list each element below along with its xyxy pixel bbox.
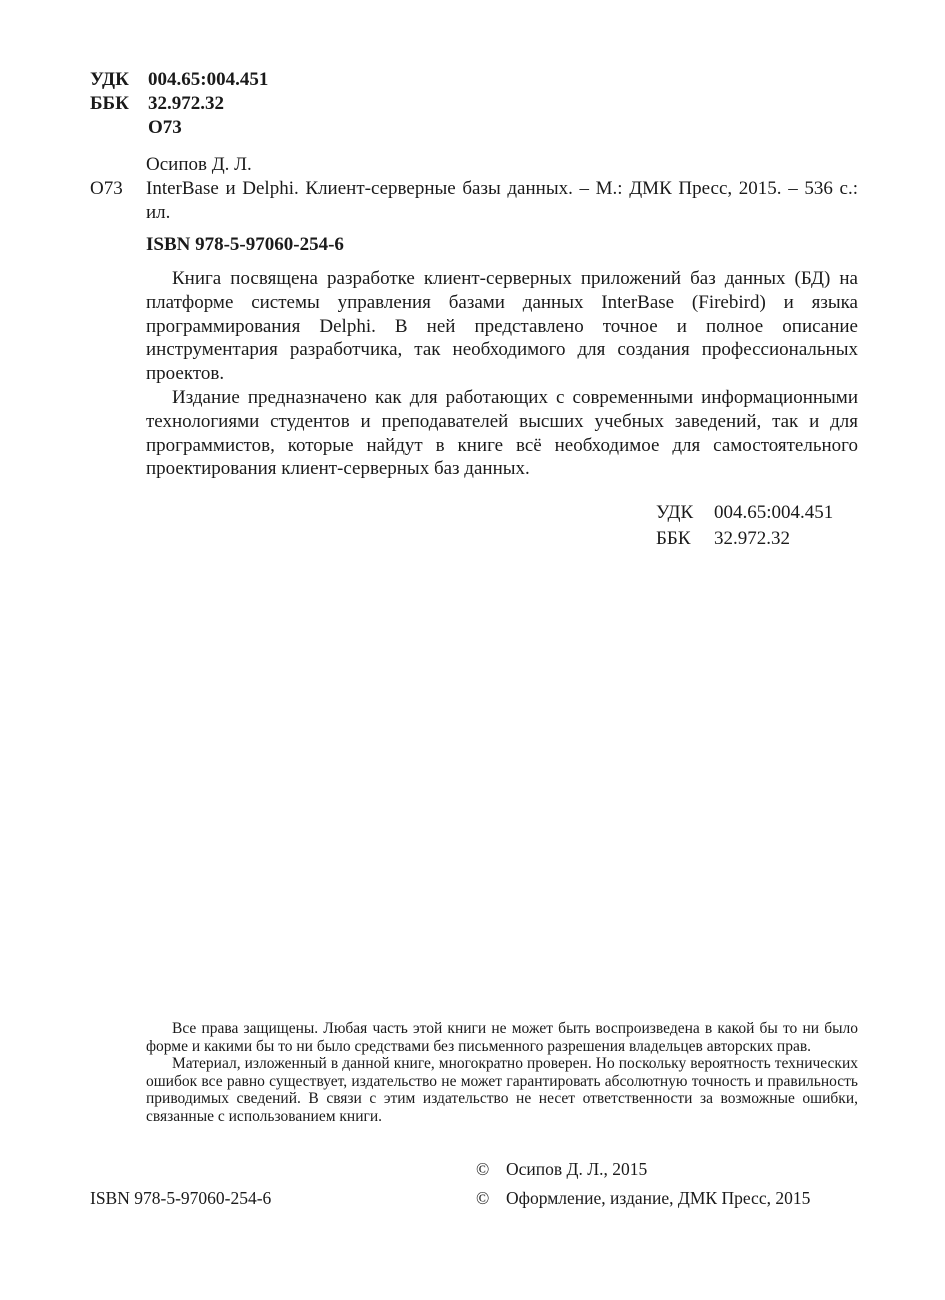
author-name: Осипов Д. Л. [146, 154, 252, 175]
classification-block [90, 68, 268, 140]
rights-paragraph: Все права защищены. Любая часть этой книги не может быть воспроизведена в какой бы то ни было форме и какими бы то ни было средствами без письменного разрешения владельцев авторских прав. [146, 1020, 858, 1055]
annotation [146, 267, 858, 481]
copyright-icon: © [476, 1159, 490, 1179]
copyright-block [476, 1155, 810, 1213]
bibliographic-entry: InterBase и Delphi. Клиент-серверные базы данных. – М.: ДМК Пресс, 2015. – 536 с.: ил. [146, 178, 858, 223]
udk-label: УДК [90, 69, 129, 90]
author-mark-row [90, 116, 268, 140]
author-mark: О73 [148, 117, 182, 138]
isbn-footer: ISBN 978-5-97060-254-6 [90, 1188, 272, 1208]
copyright-text: Оформление, издание, ДМК Пресс, 2015 [506, 1188, 811, 1208]
classification-block-right [656, 500, 833, 552]
udk-label-right: УДК [656, 502, 694, 523]
udk-row [90, 68, 268, 92]
rights-notice [146, 1020, 858, 1125]
copyright-line [476, 1155, 810, 1184]
udk-row-right [656, 500, 833, 526]
bbk-value: 32.972.32 [148, 93, 224, 114]
copyright-text: Осипов Д. Л., 2015 [506, 1159, 648, 1179]
bbk-label: ББК [90, 93, 129, 114]
annotation-paragraph: Книга посвящена разработке клиент-серверных приложений баз данных (БД) на платформе системы управления базами данных InterBase (Firebird) и языка программирования Delphi. В ней представлено точное и полное описание инструментария разработчика, так необходимого для создания профессиональных проектов. [146, 268, 858, 385]
udk-value: 004.65:004.451 [148, 69, 269, 90]
isbn-heading: ISBN 978-5-97060-254-6 [146, 234, 344, 255]
bbk-label-right: ББК [656, 528, 691, 549]
annotation-paragraph: Издание предназначено как для работающих с современными информационными технологиями студентов и преподавателей высших учебных заведений, так и для программистов, которые найдут в книге всё необходимое для самостоятельного проектирования клиент-серверных баз данных. [146, 386, 858, 480]
rights-paragraph: Материал, изложенный в данной книге, многократно проверен. Но поскольку вероятность технических ошибок все равно существует, издательство не может гарантировать абсолютную точность и правильность приводимых сведений. В связи с этим издательство не несет ответственности за возможные ошибки, связанные с использованием книги. [146, 1055, 858, 1125]
bbk-value-right: 32.972.32 [714, 528, 790, 549]
copyright-line [476, 1184, 810, 1213]
entry-code: О73 [90, 178, 123, 199]
bbk-row-right [656, 526, 833, 552]
bbk-row [90, 92, 268, 116]
udk-value-right: 004.65:004.451 [714, 502, 834, 523]
copyright-icon: © [476, 1188, 490, 1208]
